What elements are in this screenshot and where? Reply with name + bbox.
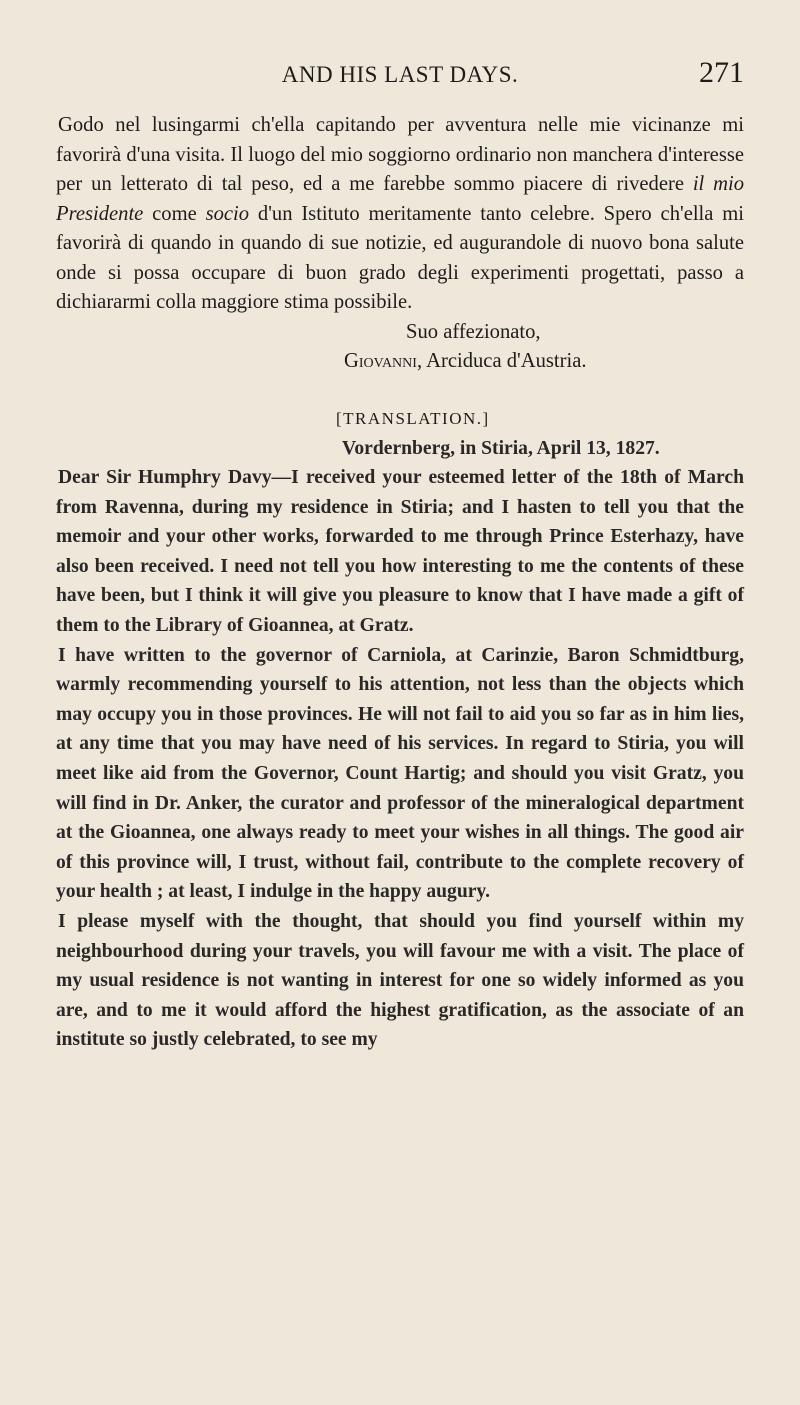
italian-paragraph <box>56 111 744 318</box>
italian-text-start: Godo nel lusingarmi ch'ella capitando per avventura nelle mie vicinanze mi favorirà d'una visita. Il luogo del mio soggiorno ordinario non manchera d'interesse per un letterato di tal peso, ed a me farebbe sommo piacere di rivedere <box>56 114 744 195</box>
translation-heading: [TRANSLATION.] <box>336 408 490 428</box>
translation-letter <box>56 434 744 1055</box>
italian-text-mid: come <box>143 202 206 225</box>
italic-phrase: il mio Presidente <box>56 173 744 225</box>
running-head-title: AND HIS LAST DAYS. <box>281 62 519 87</box>
translation-paragraph-1: Dear Sir Humphry Davy—I received your esteemed letter of the 18th of March from Ravenna, during my residence in Stiria; and I hasten to tell you that the memoir and your other works, forwarded to me through Prince Esterhazy, have also been received. I need not tell you how interesting to me the contents of these have been, but I think it will give you pleasure to know that I have made a gift of them to the Library of Gioannea, at Gratz. <box>56 467 744 637</box>
translation-paragraph-2: I have written to the governor of Carniola, at Carinzie, Baron Schmidtburg, warmly recommending yourself to his attention, not less than the objects which may occupy you in those provinces. He will not fail to aid you so far as in him lies, at any time that you may have need of his services. In regard to Stiria, you will meet like aid from the Governor, Count Hartig; and should you visit Gratz, you will find in Dr. Anker, the curator and professor of the mineralogical department at the Gioannea, one always ready to meet your wishes in all things. The good air of this province will, I trust, without fail, contribute to the complete recovery of your health ; at least, I indulge in the happy augury. <box>56 644 744 903</box>
page-body <box>56 111 744 1055</box>
signature <box>56 347 744 377</box>
dateline: Vordernberg, in Stiria, April 13, 1827. <box>342 437 660 459</box>
page-number: 271 <box>699 56 744 89</box>
italian-letter <box>56 111 744 377</box>
signature-title: , Arciduca d'Austria. <box>416 350 587 372</box>
closing: Suo affezionato, <box>406 320 541 343</box>
italian-text-end: d'un Istituto meritamente tanto celebre. Spero ch'ella mi favorirà di quando in quando di sue notizie, ed augurandole di nuovo bona salute onde si possa occupare di buon grado degli experimenti progettati, passo a dichiararmi colla maggiore stima possibile. <box>56 202 744 313</box>
running-head <box>0 56 800 96</box>
italic-word: socio <box>205 202 250 225</box>
signature-name: Giovanni <box>344 350 417 372</box>
translation-paragraph-3: I please myself with the thought, that should you find yourself within my neighbourhood during your travels, you will favour me with a visit. The place of my usual residence is not wanting in interest for one so widely informed as you are, and to me it would afford the highest gratification, as the associate of an institute so justly celebrated, to see my <box>56 911 744 1051</box>
